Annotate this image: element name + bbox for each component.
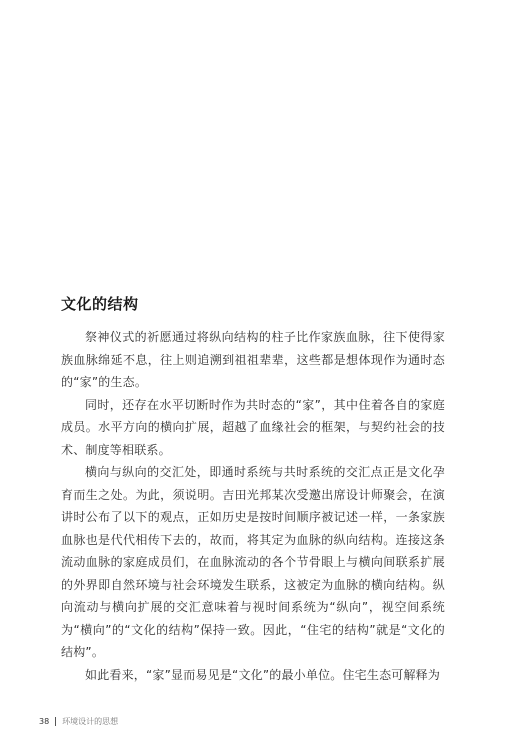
paragraph: 横向与纵向的交汇处，即通时系统与共时系统的交汇点正是文化孕育而生之处。为此，须说明。吉田光邦某次受邀出席设计师聚会，在演讲时公布了以下的观点，正如历史是按时间顺序被记述一样，一条家族血脉也是代代相传下去的，故而，将其定为血脉的纵向结构。连接这条流动血脉的家庭成员们，在血脉流动的各个节骨眼上与横向间联系扩展的外界即自然环境与社会环境发生联系，这被定为血脉的横向结构。纵向流动与横向扩展的交汇意味着与视时间系统为“纵向”，视空间系统为“横向”的“文化的结构”保持一致。因此，“住宅的结构”就是“文化的结构”。 xyxy=(61,465,445,659)
body-text xyxy=(61,326,445,686)
page-footer xyxy=(39,716,118,727)
paragraph: 如此看来，“家”显而易见是“文化”的最小单位。住宅生态可解释为 xyxy=(85,667,441,682)
paragraph: 同时，还存在水平切断时作为共时态的“家”，其中住着各自的家庭成员。水平方向的横向扩展，超越了血缘社会的框架，与契约社会的技术、制度等相联系。 xyxy=(61,397,445,457)
footer-divider xyxy=(55,717,56,726)
paragraph: 祭神仪式的祈愿通过将纵向结构的柱子比作家族血脉，往下使得家族血脉绵延不息，往上则追溯到祖祖辈辈，这些都是想体现作为通时态的“家”的生态。 xyxy=(61,330,445,389)
running-title: 环境设计的思想 xyxy=(62,717,119,726)
section-title: 文化的结构 xyxy=(61,295,139,313)
page-number: 38 xyxy=(39,717,50,726)
